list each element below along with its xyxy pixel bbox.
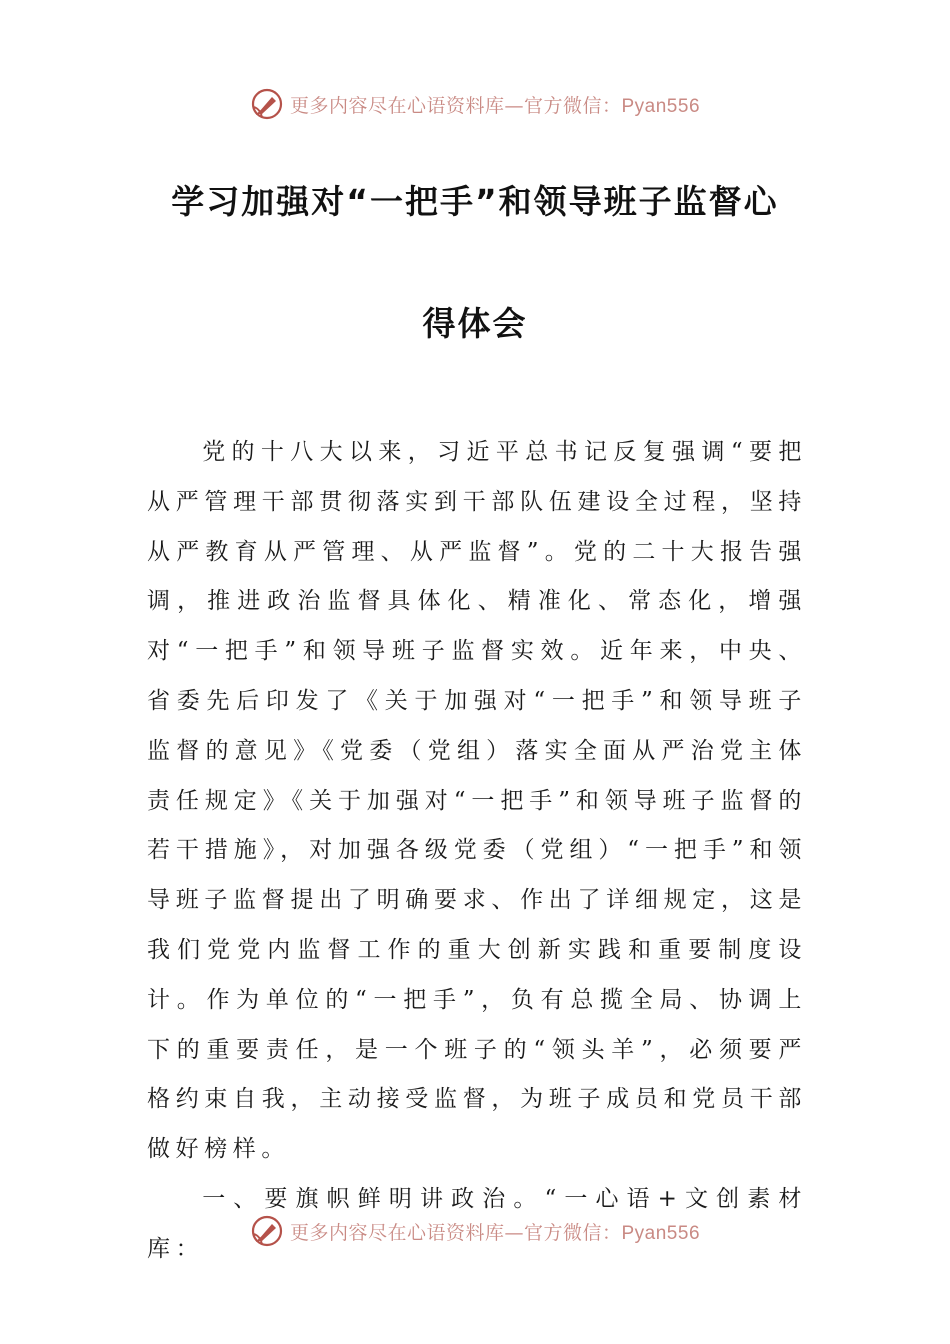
pen-nib-logo-icon	[250, 1214, 284, 1248]
body-paragraph-2: 一、要旗帜鲜明讲政治。“一心语+文创素材库：	[147, 1185, 807, 1262]
watermark-prefix: 更多内容尽在心语资料库—官方微信：	[289, 1221, 622, 1244]
document-title-line-2: 得体会	[422, 304, 528, 343]
watermark-account: Pyan556	[621, 95, 701, 117]
document-title-line-1: 学习加强对“一把手”和领导班子监督心	[171, 182, 779, 221]
document-body	[147, 428, 807, 1275]
watermark-text	[290, 91, 700, 118]
footer-watermark	[0, 1211, 950, 1251]
pen-nib-logo-icon	[250, 87, 284, 121]
body-paragraph-1: 党的十八大以来，习近平总书记反复强调“要把从严管理干部贯彻落实到干部队伍建设全过程，坚持从严教育从严管理、从严监督”。党的二十大报告强调，推进政治监督具体化、精准化、常态化，增强对“一把手”和领导班子监督实效。近年来，中央、省委先后印发了《关于加强对“一把手”和领导班子监督的意见》《党委（党组）落实全面从严治党主体责任规定》《关于加强对“一把手”和领导班子监督的若干措施》，对加强各级党委（党组）“一把手”和领导班子监督提出了明确要求、作出了详细规定，这是我们党党内监督工作的重大创新实践和重要制度设计。作为单位的“一把手”，负有总揽全局、协调上下的重要责任，是一个班子的“领头羊”，必须要严格约束自我，主动接受监督，为班子成员和党员干部做好榜样。	[147, 439, 807, 1163]
watermark-text	[290, 1218, 700, 1245]
watermark-account: Pyan556	[621, 1222, 701, 1244]
header-watermark	[0, 84, 950, 124]
watermark-prefix: 更多内容尽在心语资料库—官方微信：	[289, 94, 622, 117]
